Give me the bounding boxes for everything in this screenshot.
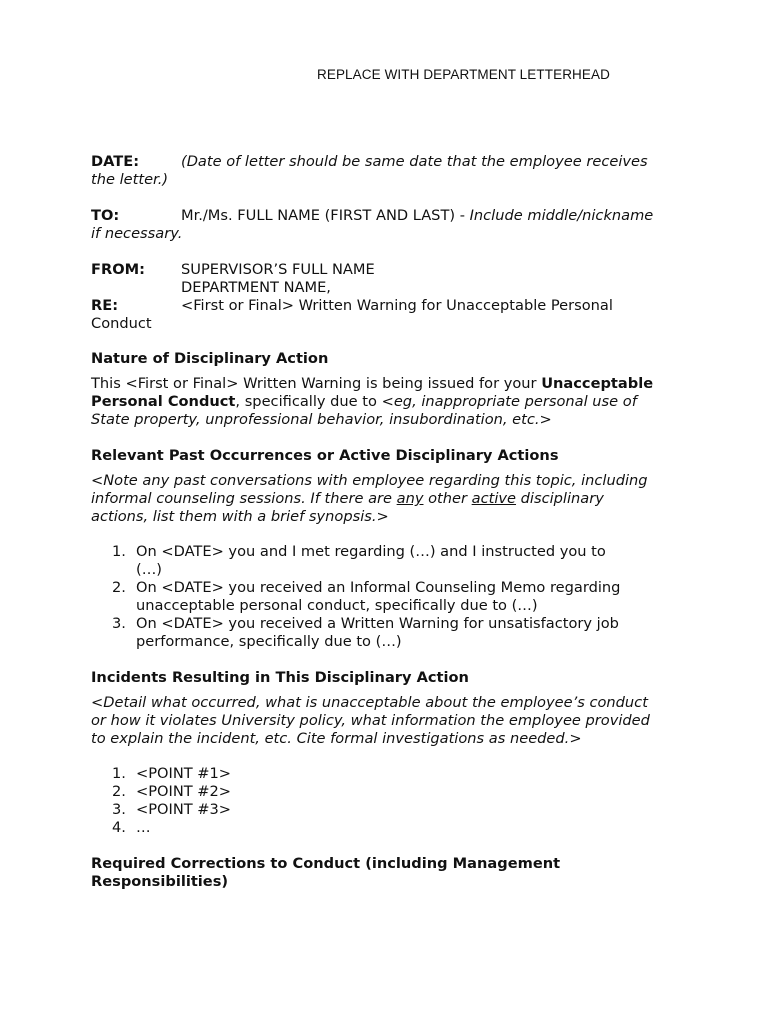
list-item-text-continued: performance, specifically due to (…) bbox=[136, 633, 402, 650]
relevant-note-line2-a: informal counseling sessions. If there are bbox=[91, 490, 397, 507]
to-recipient: Mr./Ms. FULL NAME (FIRST AND LAST) - bbox=[181, 207, 470, 224]
nature-text-b: , specifically due to bbox=[235, 393, 382, 410]
to-label: TO: bbox=[91, 207, 120, 224]
list-item-text: On <DATE> you received a Written Warning for unsatisfactory job bbox=[136, 615, 619, 632]
relevant-note bbox=[91, 472, 691, 526]
incidents-detail bbox=[91, 694, 691, 748]
re-subject: <First or Final> Written Warning for Unacceptable Personal bbox=[181, 297, 613, 314]
list-item-number: 2. bbox=[112, 783, 126, 800]
list-item-text-continued: (…) bbox=[136, 561, 162, 578]
list-item-text: On <DATE> you received an Informal Counseling Memo regarding bbox=[136, 579, 621, 596]
list-item-text: <POINT #2> bbox=[136, 783, 232, 800]
list-item-number: 4. bbox=[112, 819, 126, 836]
nature-bold-b: Personal Conduct bbox=[91, 393, 236, 410]
corrections-heading-line1: Required Corrections to Conduct (including Management bbox=[91, 855, 561, 872]
list-item bbox=[91, 819, 691, 837]
list-item-number: 1. bbox=[112, 543, 126, 560]
list-item-text-continued: unacceptable personal conduct, specifically due to (…) bbox=[136, 597, 538, 614]
relevant-note-line2-c: disciplinary bbox=[516, 490, 604, 507]
relevant-heading: Relevant Past Occurrences or Active Disciplinary Actions bbox=[91, 447, 559, 464]
date-instruction: (Date of letter should be same date that the employee receives bbox=[181, 153, 648, 170]
nature-example-a: <eg, inappropriate personal use of bbox=[381, 393, 637, 410]
from-department: DEPARTMENT NAME, bbox=[181, 279, 331, 296]
list-item-text: On <DATE> you and I met regarding (…) and I instructed you to bbox=[136, 543, 606, 560]
letterhead-placeholder: REPLACE WITH DEPARTMENT LETTERHEAD bbox=[317, 67, 610, 82]
relevant-note-line3: actions, list them with a brief synopsis.> bbox=[91, 508, 389, 525]
list-item bbox=[91, 615, 691, 651]
relevant-note-line2-b: other bbox=[423, 490, 472, 507]
list-item-number: 3. bbox=[112, 801, 126, 818]
corrections-heading bbox=[91, 855, 691, 891]
corrections-heading-line2: Responsibilities) bbox=[91, 873, 229, 890]
list-item-text: <POINT #3> bbox=[136, 801, 232, 818]
list-item-text: … bbox=[136, 819, 151, 836]
incidents-heading: Incidents Resulting in This Disciplinary Action bbox=[91, 669, 469, 686]
list-item bbox=[91, 783, 691, 801]
nature-heading: Nature of Disciplinary Action bbox=[91, 350, 329, 367]
list-item-number: 1. bbox=[112, 765, 126, 782]
incidents-detail-line3: to explain the incident, etc. Cite formal investigations as needed.> bbox=[91, 730, 582, 747]
incidents-detail-line2: or how it violates University policy, what information the employee provided bbox=[91, 712, 650, 729]
to-instruction-continued: if necessary. bbox=[91, 225, 183, 242]
nature-example-b: State property, unprofessional behavior, insubordination, etc.> bbox=[91, 411, 552, 428]
re-label: RE: bbox=[91, 297, 119, 314]
incidents-detail-line1: <Detail what occurred, what is unacceptable about the employee’s conduct bbox=[91, 694, 648, 711]
past-occurrences-list bbox=[91, 543, 691, 651]
nature-text-a: This <First or Final> Written Warning is being issued for your bbox=[91, 375, 542, 392]
from-label: FROM: bbox=[91, 261, 145, 278]
nature-bold-a: Unacceptable bbox=[541, 375, 654, 392]
relevant-note-any: any bbox=[396, 490, 424, 507]
re-field bbox=[91, 297, 691, 333]
relevant-note-active: active bbox=[471, 490, 517, 507]
list-item bbox=[91, 765, 691, 783]
to-instruction: Include middle/nickname bbox=[469, 207, 654, 224]
date-field bbox=[91, 153, 691, 189]
list-item-number: 3. bbox=[112, 615, 126, 632]
incident-points-list bbox=[91, 765, 691, 837]
list-item-text: <POINT #1> bbox=[136, 765, 232, 782]
from-name: SUPERVISOR’S FULL NAME bbox=[181, 261, 375, 278]
to-field bbox=[91, 207, 691, 243]
from-field bbox=[91, 261, 691, 297]
list-item bbox=[91, 579, 691, 615]
date-label: DATE: bbox=[91, 153, 140, 170]
nature-paragraph bbox=[91, 375, 691, 429]
letter-body bbox=[91, 153, 691, 891]
list-item bbox=[91, 543, 691, 579]
date-instruction-continued: the letter.) bbox=[91, 171, 169, 188]
relevant-note-line1: <Note any past conversations with employee regarding this topic, including bbox=[91, 472, 648, 489]
list-item-number: 2. bbox=[112, 579, 126, 596]
re-subject-continued: Conduct bbox=[91, 315, 152, 332]
list-item bbox=[91, 801, 691, 819]
